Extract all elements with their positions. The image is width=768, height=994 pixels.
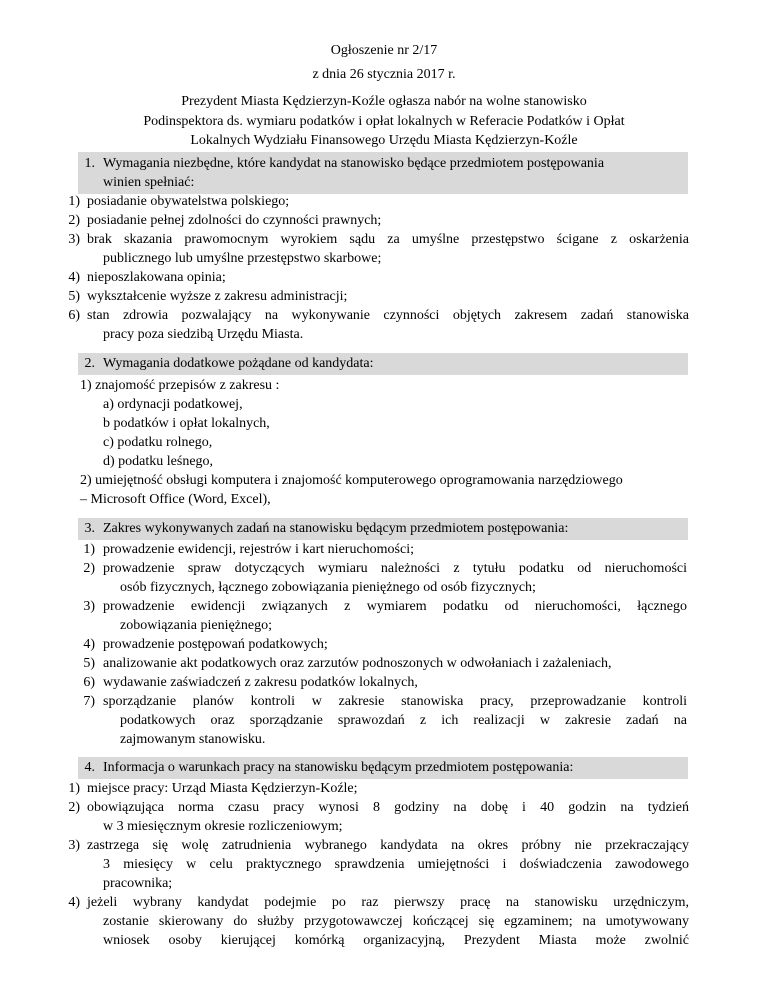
section1-heading-line: Wymagania niezbędne, które kandydat na stanowisko będące przedmiotem postępowania — [103, 156, 605, 171]
item-text: wydawanie zaświadczeń z zakresu podatków lokalnych, — [103, 675, 418, 690]
section3-heading-text: Zakres wykonywanych zadań na stanowisku będącym przedmiotem postępowania: — [103, 521, 569, 536]
item-number: 5) — [68, 289, 80, 304]
sub-item-text: a) ordynacji podatkowej, — [103, 397, 243, 412]
item-number: 3) — [68, 838, 80, 853]
item-text: osób fizycznych, łącznego zobowiązania pieniężnego od osób fizycznych; — [120, 580, 536, 595]
item-number: 6) — [68, 308, 80, 323]
item-number: 4) — [83, 637, 95, 652]
section2-heading-num: 2. — [84, 356, 95, 371]
item-text: pracy poza siedzibą Urzędu Miasta. — [103, 327, 304, 342]
item-number: 5) — [83, 656, 95, 671]
item-text: brak skazania prawomocnym wyrokiem sądu za umyślne przestępstwo ścigane z oskarżenia — [87, 232, 689, 247]
item-text: wykształcenie wyższe z zakresu administracji; — [87, 289, 348, 304]
item-text: zobowiązania pieniężnego; — [120, 618, 272, 633]
item-number: 1) — [83, 542, 95, 557]
item-text: pracownika; — [103, 876, 173, 891]
item-text: miejsce pracy: Urząd Miasta Kędzierzyn-Koźle; — [87, 781, 358, 796]
item-number: 2) — [68, 213, 80, 228]
item-text: w 3 miesięcznym okresie rozliczeniowym; — [103, 819, 343, 834]
announcement-title: Ogłoszenie nr 2/17 — [330, 43, 438, 58]
item-number: 4) — [68, 895, 80, 910]
item-number: 1) — [68, 194, 80, 209]
item-text: 2) umiejętność obsługi komputera i znajomość komputerowego oprogramowania narzędziowego — [80, 473, 623, 488]
item-text: prowadzenie spraw dotyczących wymiaru należności z tytułu podatku od nieruchomości — [103, 561, 687, 576]
item-text: prowadzenie ewidencji związanych z wymiarem podatku od nieruchomości, łącznego — [103, 599, 687, 614]
item-text: prowadzenie ewidencji, rejestrów i kart nieruchomości; — [103, 542, 414, 557]
item-number: 3) — [68, 232, 80, 247]
section2-heading-text: Wymagania dodatkowe pożądane od kandydata: — [103, 356, 374, 371]
item-text: sporządzanie planów kontroli w zakresie stanowiska pracy, przeprowadzanie kontroli — [103, 694, 687, 709]
section4-heading-text: Informacja o warunkach pracy na stanowisku będącym przedmiotem postępowania: — [103, 760, 574, 775]
item-text: 1) znajomość przepisów z zakresu : — [80, 378, 280, 393]
item-text: prowadzenie postępowań podatkowych; — [103, 637, 328, 652]
sub-item-text: b podatków i opłat lokalnych, — [103, 416, 270, 431]
item-number: 7) — [83, 694, 95, 709]
item-number: 2) — [68, 800, 80, 815]
item-text: zajmowanym stanowisku. — [120, 732, 266, 747]
section3-heading-num: 3. — [84, 521, 95, 536]
announcement-date: z dnia 26 stycznia 2017 r. — [312, 67, 456, 82]
item-number: 3) — [83, 599, 95, 614]
item-text: wniosek osoby kierującej komórką organizacyjną, Prezydent Miasta może zwolnić — [103, 933, 689, 948]
item-text: 3 miesięcy w celu praktycznego sprawdzenia umiejętności i doświadczenia zawodowego — [103, 857, 689, 872]
item-text: posiadanie obywatelstwa polskiego; — [87, 194, 290, 209]
intro-line: Prezydent Miasta Kędzierzyn-Koźle ogłasza nabór na wolne stanowisko — [181, 94, 587, 109]
item-text: obowiązująca norma czasu pracy wynosi 8 godziny na dobę i 40 godzin na tydzień — [87, 800, 689, 815]
item-text: zastrzega się wolę zatrudnienia wybranego kandydata na okres próbny nie przekraczający — [87, 838, 689, 853]
item-number: 4) — [68, 270, 80, 285]
intro-line: Lokalnych Wydziału Finansowego Urzędu Miasta Kędzierzyn-Koźle — [190, 133, 578, 148]
item-text: stan zdrowia pozwalający na wykonywanie czynności objętych zakresem zadań stanowiska — [87, 308, 689, 323]
item-text: posiadanie pełnej zdolności do czynności prawnych; — [87, 213, 382, 228]
item-text: jeżeli wybrany kandydat podejmie po raz pierwszy pracę na stanowisku urzędniczym, — [87, 895, 689, 910]
sub-item-text: d) podatku leśnego, — [103, 454, 214, 469]
item-text: podatkowych oraz sporządzanie sprawozdań z ich realizacji w zakresie zadań na — [120, 713, 687, 728]
item-text: zostanie skierowany do służby przygotowawczej kończącej się egzaminem; na umotywowany — [103, 914, 689, 929]
item-text: – Microsoft Office (Word, Excel), — [80, 492, 271, 507]
item-number: 2) — [83, 561, 95, 576]
announcement-intro — [104, 92, 664, 151]
intro-line: Podinspektora ds. wymiaru podatków i opłat lokalnych w Referacie Podatków i Opłat — [143, 113, 625, 129]
item-text: analizowanie akt podatkowych oraz zarzutów podnoszonych w odwołaniach i zażaleniach, — [103, 656, 612, 671]
section1-heading-line: winien spełniać: — [103, 175, 195, 190]
item-text: nieposzlakowana opinia; — [87, 270, 226, 285]
item-number: 6) — [83, 675, 95, 690]
sub-item-text: c) podatku rolnego, — [103, 435, 213, 450]
item-number: 1) — [68, 781, 80, 796]
section4-heading-num: 4. — [84, 760, 95, 775]
item-text: publicznego lub umyślne przestępstwo skarbowe; — [103, 251, 382, 266]
section1-heading-num: 1. — [84, 156, 95, 171]
